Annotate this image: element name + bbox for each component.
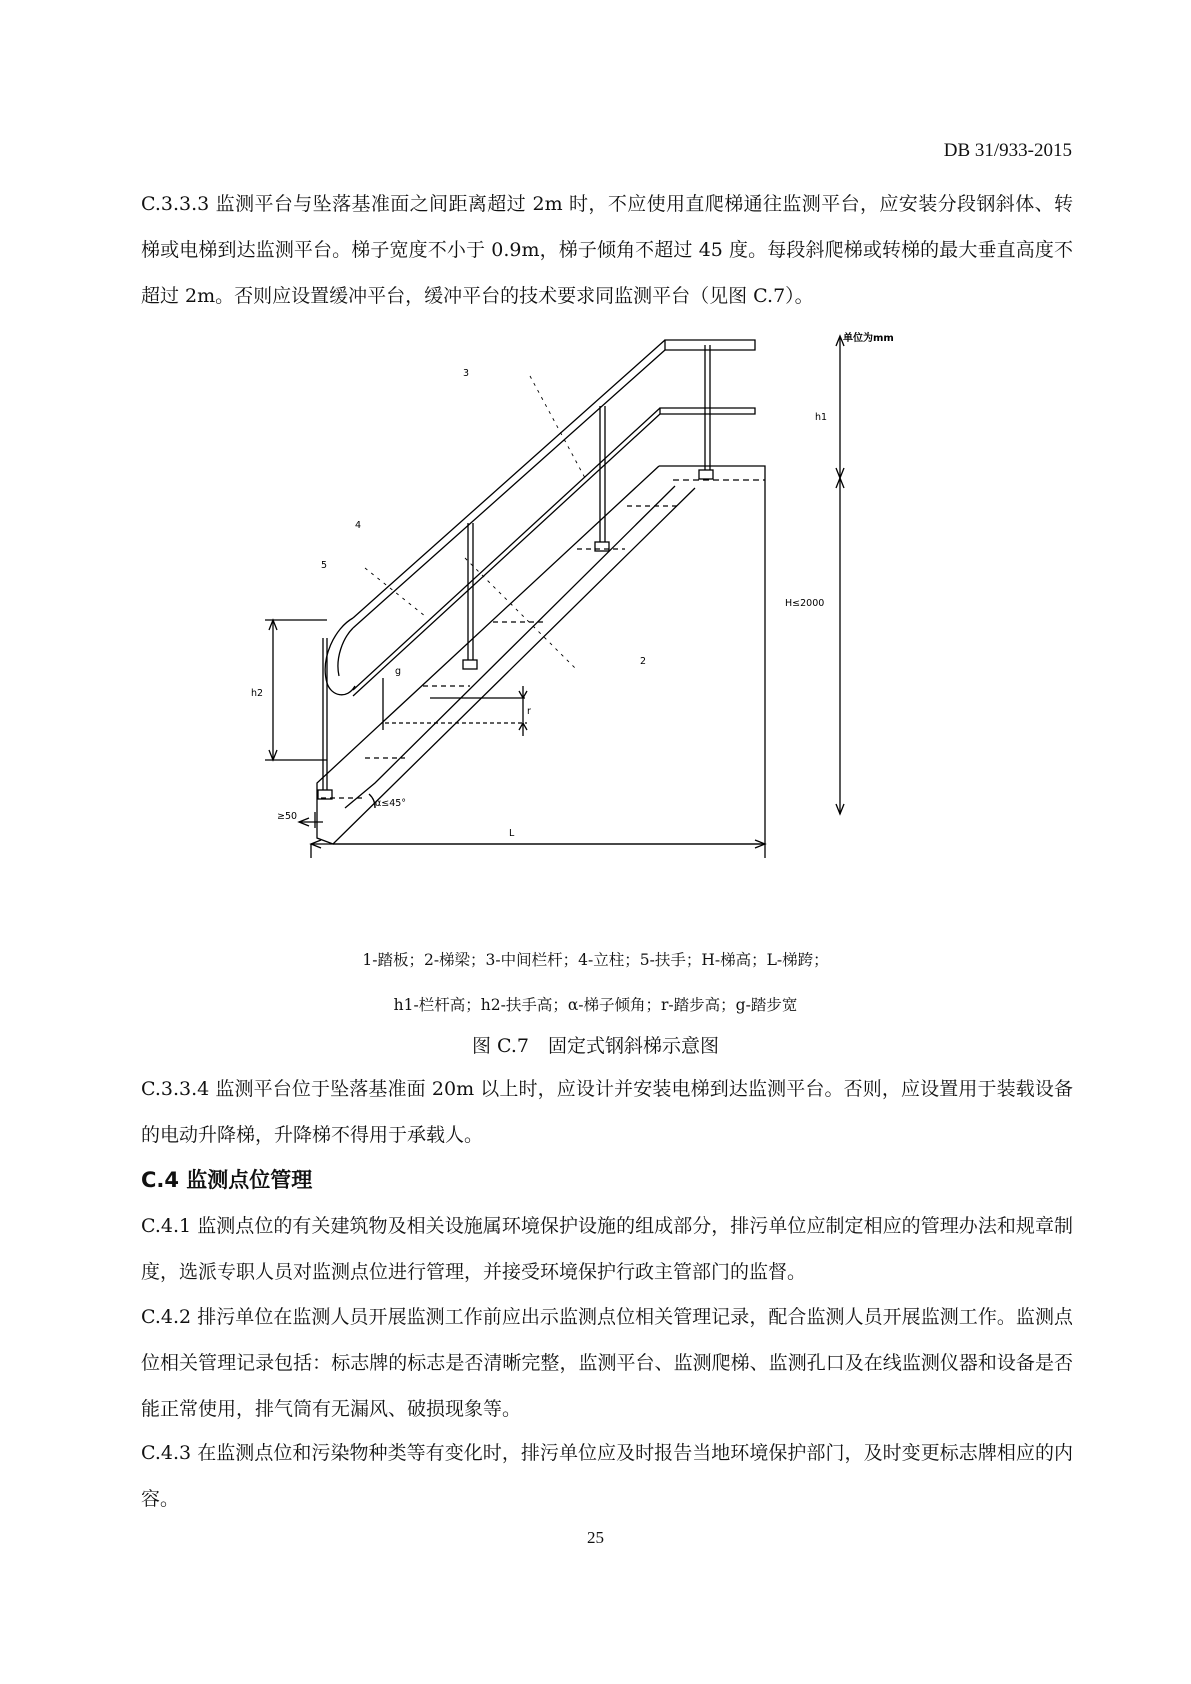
label-h2: h2 [251, 688, 264, 699]
section-heading: C.4 监测点位管理 [141, 1168, 313, 1192]
figure-title: 图 C.7 固定式钢斜梯示意图 [471, 1035, 720, 1057]
label-h1: h1 [815, 412, 828, 423]
stair-diagram [251, 328, 945, 924]
label-2: 2 [640, 656, 647, 667]
label-4: 4 [355, 520, 362, 531]
label-alpha: α≤45° [375, 798, 407, 809]
middle-rail-platform [660, 408, 755, 414]
page-number: 25 [587, 1528, 604, 1547]
paragraph-c41: C.4.1 监测点位的有关建筑物及相关设施属环境保护设施的组成部分，排污单位应制定相应的管理办法和规章制度，选派专职人员对监测点位进行管理，并接受环境保护行政主管部门的监督。 [141, 1215, 1073, 1283]
figure-legend-line2: h1-栏杆高；h2-扶手高；α-梯子倾角；r-踏步高；g-踏步宽 [393, 996, 798, 1014]
paragraph-c43: C.4.3 在监测点位和污染物种类等有变化时，排污单位应及时报告当地环境保护部门，及时变更标志牌相应的内容。 [141, 1442, 1073, 1510]
handrail [353, 340, 665, 618]
paragraph-c42: C.4.2 排污单位在监测人员开展监测工作前应出示监测点位相关管理记录，配合监测人员开展监测工作。监测点位相关管理记录包括：标志牌的标志是否清晰完整，监测平台、监测爬梯、监测孔口及在线监测仪器和设备是否能正常使用，排气筒有无漏风、破损现象等。 [141, 1306, 1073, 1420]
label-ge50: ≥50 [277, 811, 298, 822]
paragraph-c334: C.3.3.4 监测平台位于坠落基准面 20m 以上时，应设计并安装电梯到达监测平台。否则，应设置用于装载设备的电动升降梯，升降梯不得用于承载人。 [141, 1078, 1073, 1146]
label-5: 5 [321, 560, 328, 571]
label-r: r [527, 706, 531, 717]
handrail-end [325, 618, 355, 695]
handrail-lower-edge [353, 350, 665, 628]
label-3: 3 [463, 368, 470, 379]
unit-label: 单位为mm [843, 333, 894, 344]
label-H: H≤2000 [785, 598, 825, 609]
label-g: g [395, 666, 402, 677]
document-number: DB 31/933-2015 [943, 140, 1072, 161]
label-L: L [509, 828, 515, 839]
paragraph-c333: C.3.3.3 监测平台与坠落基准面之间距离超过 2m 时，不应使用直爬梯通往监测平台，应安装分段钢斜体、转梯或电梯到达监测平台。梯子宽度不小于 0.9m，梯子倾角不超过 45 度。每段斜爬梯或转梯的最大垂直高度不超过 2m。否则应设置缓冲平台，缓冲平台的技术要求同监测平台（见图 C.7）。 [141, 193, 1073, 307]
figure-legend-line1: 1-踏板；2-梯梁；3-中间栏杆；4-立柱；5-扶手；H-梯高；L-梯跨； [362, 951, 829, 969]
